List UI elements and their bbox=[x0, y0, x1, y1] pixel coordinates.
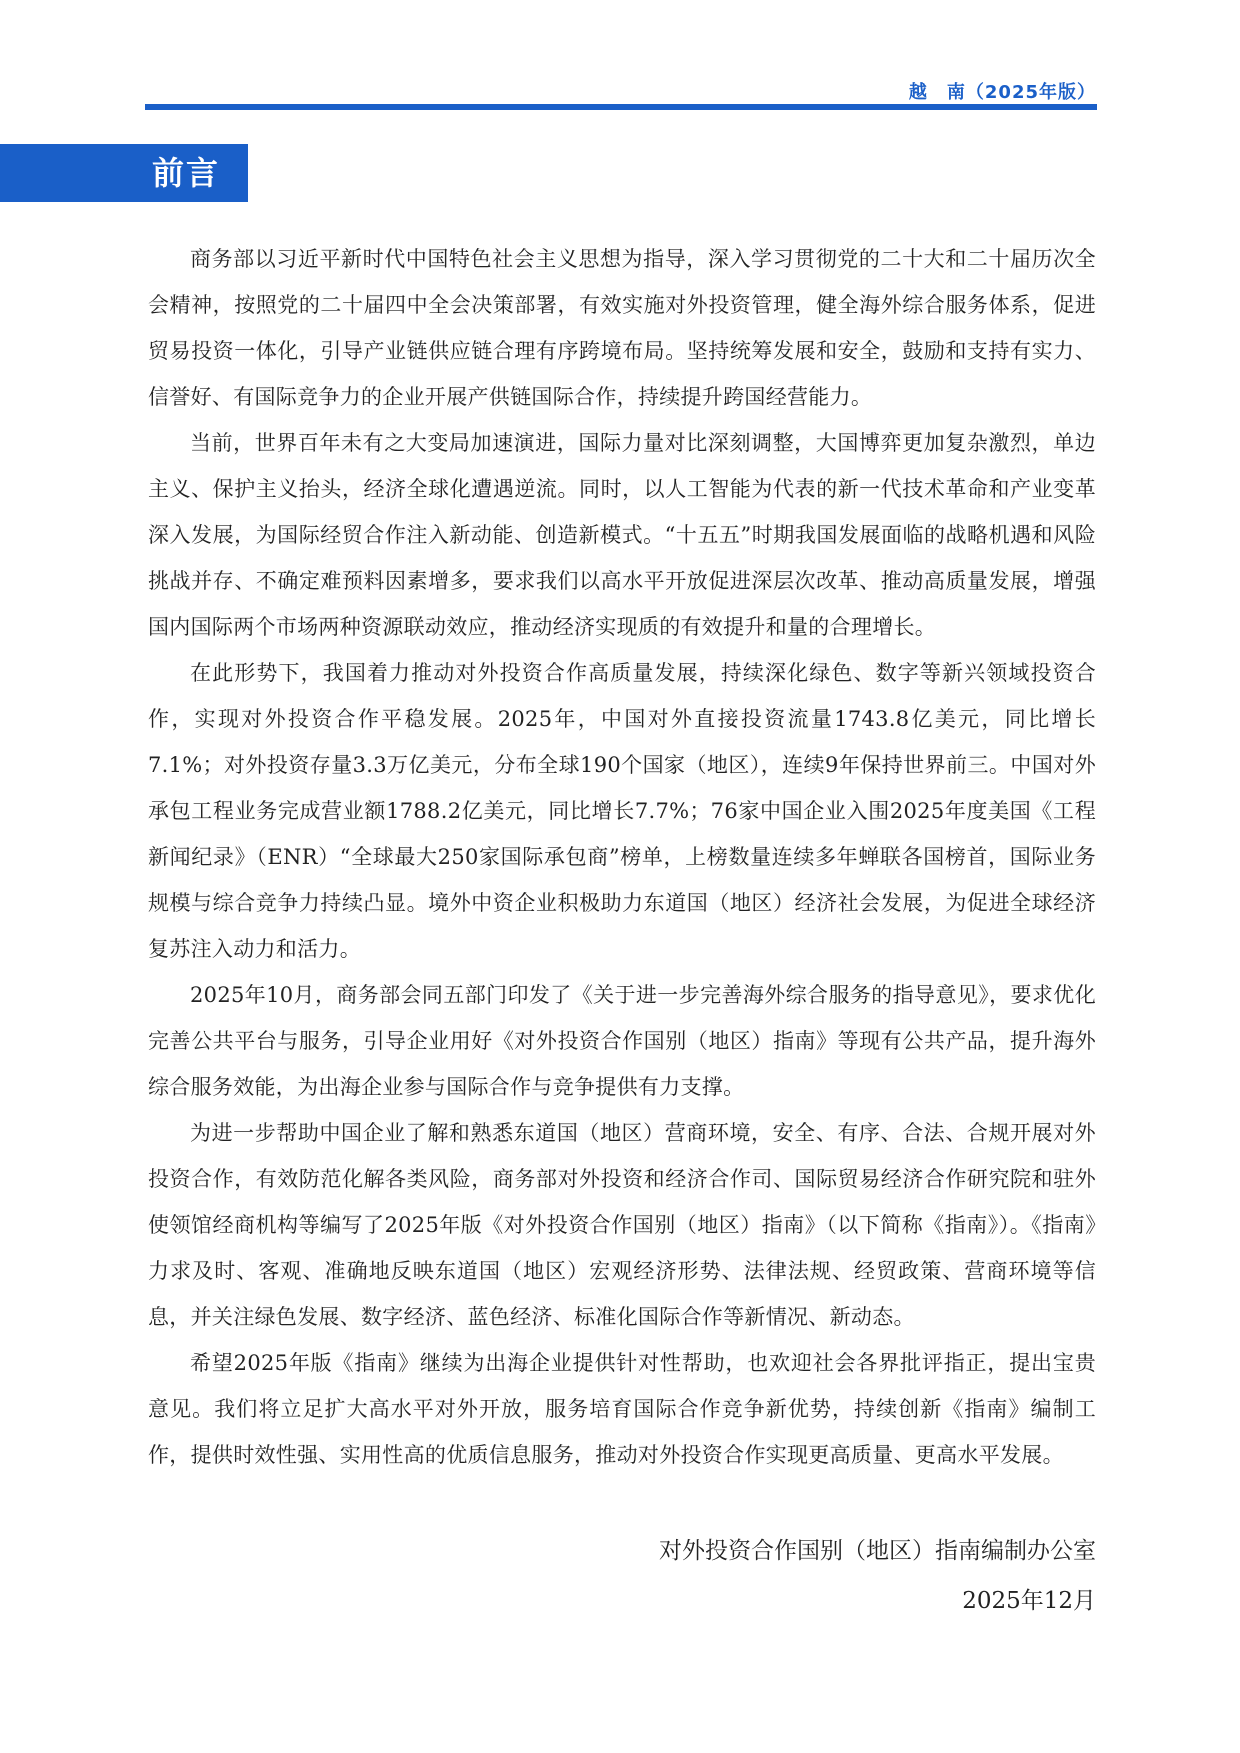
section-tab bbox=[0, 144, 248, 202]
signature-date: 2025年12月 bbox=[962, 1588, 1096, 1614]
paragraph-1: 商务部以习近平新时代中国特色社会主义思想为指导，深入学习贯彻党的二十大和二十届历次全会精神，按照党的二十届四中全会决策部署，有效实施对外投资管理，健全海外综合服务体系，促进贸易投资一体化，引导产业链供应链合理有序跨境布局。坚持统筹发展和安全，鼓励和支持有实力、信誉好、有国际竞争力的企业开展产供链国际合作，持续提升跨国经营能力。 bbox=[148, 247, 1096, 409]
running-header: 越 南（2025年版） bbox=[908, 82, 1096, 103]
paragraph-5: 为进一步帮助中国企业了解和熟悉东道国（地区）营商环境，安全、有序、合法、合规开展对外投资合作，有效防范化解各类风险，商务部对外投资和经济合作司、国际贸易经济合作研究院和驻外使领馆经商机构等编写了2025年版《对外投资合作国别（地区）指南》（以下简称《指南》）。《指南》力求及时、客观、准确地反映东道国（地区）宏观经济形势、法律法规、经贸政策、营商环境等信息，并关注绿色发展、数字经济、蓝色经济、标准化国际合作等新情况、新动态。 bbox=[148, 1121, 1096, 1329]
preface-body bbox=[148, 236, 1096, 1478]
paragraph-6: 希望2025年版《指南》继续为出海企业提供针对性帮助，也欢迎社会各界批评指正，提出宝贵意见。我们将立足扩大高水平对外开放，服务培育国际合作竞争新优势，持续创新《指南》编制工作，提供时效性强、实用性高的优质信息服务，推动对外投资合作实现更高质量、更高水平发展。 bbox=[148, 1351, 1096, 1467]
section-title: 前言 bbox=[152, 154, 221, 192]
paragraph-4: 2025年10月，商务部会同五部门印发了《关于进一步完善海外综合服务的指导意见》，要求优化完善公共平台与服务，引导企业用好《对外投资合作国别（地区）指南》等现有公共产品，提升海外综合服务效能，为出海企业参与国际合作与竞争提供有力支撑。 bbox=[148, 983, 1096, 1099]
signature-block bbox=[659, 1526, 1096, 1626]
paragraph-3: 在此形势下，我国着力推动对外投资合作高质量发展，持续深化绿色、数字等新兴领域投资合作，实现对外投资合作平稳发展。2025年，中国对外直接投资流量1743.8亿美元，同比增长7.1%；对外投资存量3.3万亿美元，分布全球190个国家（地区），连续9年保持世界前三。中国对外承包工程业务完成营业额1788.2亿美元，同比增长7.7%；76家中国企业入围2025年度美国《工程新闻纪录》（ENR）“全球最大250家国际承包商”榜单，上榜数量连续多年蝉联各国榜首，国际业务规模与综合竞争力持续凸显。境外中资企业积极助力东道国（地区）经济社会发展，为促进全球经济复苏注入动力和活力。 bbox=[148, 661, 1096, 961]
signature-office: 对外投资合作国别（地区）指南编制办公室 bbox=[659, 1538, 1096, 1564]
header-rule bbox=[145, 104, 1097, 110]
paragraph-2: 当前，世界百年未有之大变局加速演进，国际力量对比深刻调整，大国博弈更加复杂激烈，单边主义、保护主义抬头，经济全球化遭遇逆流。同时，以人工智能为代表的新一代技术革命和产业变革深入发展，为国际经贸合作注入新动能、创造新模式。“十五五”时期我国发展面临的战略机遇和风险挑战并存、不确定难预料因素增多，要求我们以高水平开放促进深层次改革、推动高质量发展，增强国内国际两个市场两种资源联动效应，推动经济实现质的有效提升和量的合理增长。 bbox=[148, 431, 1096, 639]
